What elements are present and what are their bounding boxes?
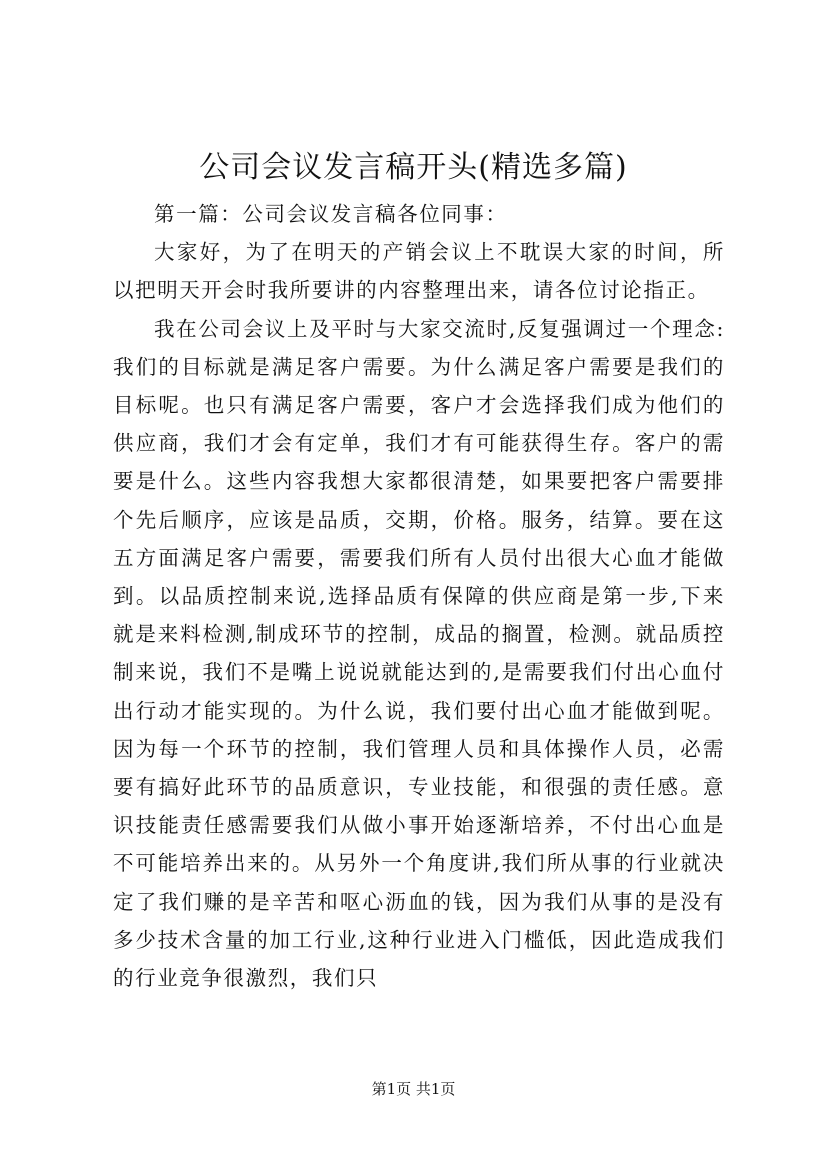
page-footer: 第1页 共1页 <box>371 1080 456 1098</box>
paragraph-greeting: 大家好，为了在明天的产销会议上不耽误大家的时间，所以把明天开会时我所要讲的内容整理出来，请各位讨论指正。 <box>113 240 725 303</box>
document-title: 公司会议发言稿开头(精选多篇) <box>199 150 628 185</box>
paragraph-main: 我在公司会议上及平时与大家交流时,反复强调过一个理念:我们的目标就是满足客户需要。为什么满足客户需要是我们的目标呢。也只有满足客户需要，客户才会选择我们成为他们的供应商，我们才会有定单，我们才有可能获得生存。客户的需要是什么。这些内容我想大家都很清楚，如果要把客户需要排个先后顺序，应该是品质，交期，价格。服务，结算。要在这五方面满足客户需要，需要我们所有人员付出很大心血才能做到。以品质控制来说,选择品质有保障的供应商是第一步,下来就是来料检测,制成环节的控制，成品的搁置，检测。就品质控制来说，我们不是嘴上说说就能达到的,是需要我们付出心血付出行动才能实现的。为什么说，我们要付出心血才能做到呢。因为每一个环节的控制，我们管理人员和具体操作人员，必需要有搞好此环节的品质意识，专业技能，和很强的责任感。意识技能责任感需要我们从做小事开始逐渐培养，不付出心血是不可能培养出来的。从另外一个角度讲,我们所从事的行业就决定了我们赚的是辛苦和呕心沥血的钱，因为我们从事的是没有多少技术含量的加工行业,这种行业进入门槛低，因此造成我们的行业竞争很激烈，我们只 <box>113 316 725 991</box>
document-body <box>113 195 725 997</box>
paragraph-heading: 第一篇：公司会议发言稿各位同事： <box>154 202 508 226</box>
